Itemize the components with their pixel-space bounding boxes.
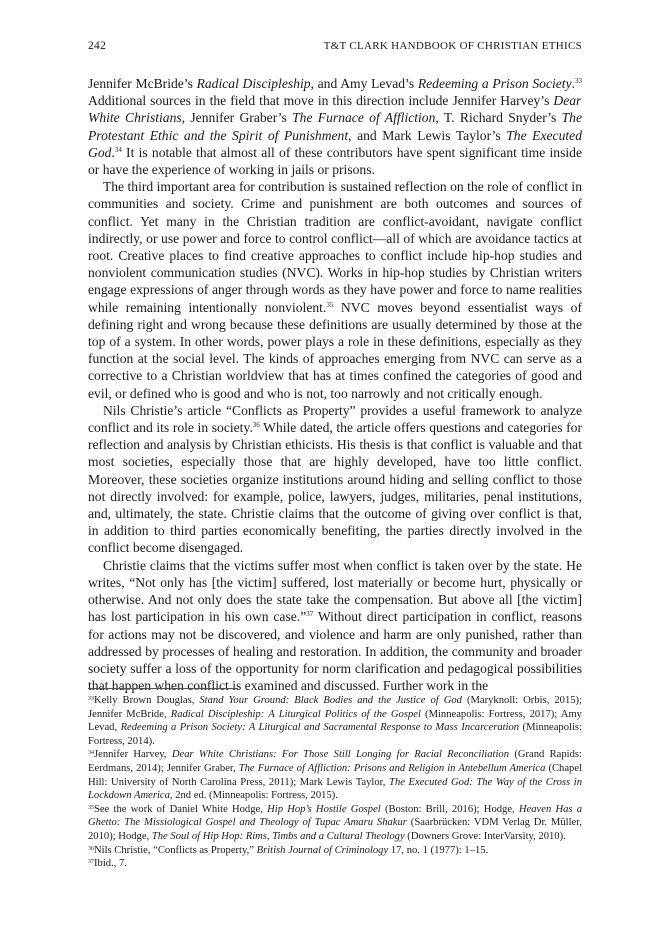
text-run: , and Amy Levad’s [310,76,418,91]
body-text [88,75,582,694]
italic-title: Heaven Has a Ghetto: The Missiological Gospel and Theology of Tupac Amaru Shakur [88,803,583,829]
text-run: , 2nd ed. (Minneapolis: Fortress, 2015). [169,790,338,802]
paragraph [88,557,582,695]
footnote-36 [88,844,582,858]
text-run: Kelly Brown Douglas, [94,695,200,706]
italic-title: The Soul of Hip Hop: Rims, Timbs and a Cultural Theology [151,830,405,842]
italic-title: The Executed God [88,127,582,160]
text-run: , Jennifer Graber’s [181,110,293,126]
text-run: (Minneapolis: Fortress, 2014). [88,722,582,747]
italic-title: The Furnace of Affliction [292,110,436,126]
text-run: . [571,76,576,91]
text-run: It is notable that almost all of these contributors have spent significant time inside or have the experience of working in jails or prisons. [88,144,582,178]
note-reference: 34 [88,750,94,757]
running-title: T&T CLARK HANDBOOK OF CHRISTIAN ETHICS [323,40,582,52]
italic-title: Hip Hop’s Hostile Gospel [267,803,381,815]
italic-title: British Journal of Criminology [256,844,389,856]
text-run: Nils Christie, “Conflicts as Property,” [94,844,257,856]
italic-title: Redeeming a Prison Society [417,76,572,91]
footnote-divider [88,688,238,689]
italic-title: Redeeming a Prison Society: A Liturgical and Sacramental Response to Mass Incarceration [120,722,520,734]
paragraph [88,75,582,178]
text-run: NVC moves beyond essentialist ways of defining right and wrong because these definitions are usually determined by those at the top of a system. In other words, power plays a role in these definitions, especially as they function at the social level. The kinds of approaches emerging from NVC can serve as a corrective to a Christian worldview that has at times confined the categories of good and evil, or defined who is good and who is not, too narrowly and not critically enough. [88,299,583,401]
note-reference: 36 [88,845,94,852]
page-header [88,40,582,52]
text-run: (Chapel Hill: University of North Carolina Press, 2011); Mark Lewis Taylor, [88,762,582,788]
italic-title: Dear White Christians: For Those Still Longing for Racial Reconciliation [171,749,510,761]
footnote-33 [88,694,582,748]
note-reference: 33 [575,77,583,85]
text-run: 17, no. 1 (1977): 1–15. [388,844,489,856]
text-run: . [111,144,115,160]
text-run: (Downers Grove: InterVarsity, 2010). [404,830,566,842]
note-reference: 35 [88,804,94,811]
page-number: 242 [88,40,107,52]
footnote-34 [88,748,582,802]
italic-title: The Furnace of Affliction: Prisons and Religion in Antebellum America [238,762,546,774]
italic-title: Radical Discipleship: A Liturgical Politics of the Gospel [170,708,421,720]
italic-title: Stand Your Ground: Black Bodies and the Justice of God [199,695,462,706]
text-run: (Maryknoll: Orbis, 2015); Jennifer McBride, [88,695,583,720]
text-run: Nils Christie’s article “Conflicts as Property” provides a useful framework to analyze conflict and its role in society. [88,402,582,436]
note-reference: 35 [326,300,334,309]
paragraph [88,178,582,402]
footnotes [88,694,582,871]
text-run: Without direct participation in conflict, reasons for actions may not be discovered, and violence and harm are only punished, rather than addressed by processes of healing and restoration. In addition, the community and broader society suffer a loss of the opportunity for norm clarification and pedagogical possibilities that happen when conflict is examined and discussed. Further work in the [88,609,582,694]
footnote-37 [88,857,582,871]
text-run: The third important area for contribution is sustained reflection on the role of conflict in communities and society. Crime and punishment are both outcomes and sources of conflict. Yet many in the Christian tradition are conflict-avoidant, navigate conflict indirectly, or use power and force to control conflict—all of which are avoidance tactics at root. Creative places to find creative approaches to conflict include hip-hop studies and nonviolent communication studies (NVC). Works in hip-hop studies by Christian writers engage expressions of anger through words as they have power and force to name realities while remaining intentionally nonviolent. [88,179,582,315]
note-reference: 34 [114,145,122,154]
text-run: Additional sources in the field that move in this direction include Jennifer Harvey’s [88,93,554,109]
italic-title: Dear White Christians [88,93,582,126]
italic-title: The Executed God: The Way of the Cross in Lockdown America [88,776,583,802]
text-run: Christie claims that the victims suffer most when conflict is taken over by the state. He writes, “Not only has [the victim] suffered, lost materially or become hurt, physically or otherwise. And not only does the state take the compensation. But above all [the victim] has lost participation in his own case.” [88,557,582,625]
text-run: (Boston: Brill, 2016); Hodge, [380,803,519,815]
text-run: Jennifer McBride’s [88,76,197,91]
text-run: (Saarbrücken: VDM Verlag Dr. Müller, 2010); Hodge, [88,817,582,842]
text-run: While dated, the article offers questions and categories for reflection and analysis by Christian ethicists. His thesis is that conflict is valuable and that most societies, especially those that are highly developed, have too little conflict. Moreover, these societies organize institutions around hiding and selling conflict to those not directly involved: for example, police, lawyers, judges, militaries, penal institutions, and, ultimately, the state. Christie claims that the outcome of giving over conflict is that, in addition to third parties economically benefiting, the parties directly involved in the conflict become disengaged. [88,420,582,556]
text-run: , T. Richard Snyder’s [435,110,562,126]
text-run: , and Mark Lewis Taylor’s [348,127,507,143]
note-reference: 37 [306,610,314,619]
text-run: (Minneapolis: Fortress, 2017); Amy Levad, [88,708,582,734]
text-run: Ibid., 7. [94,858,127,870]
italic-title: Radical Discipleship [196,76,311,91]
text-run: (Grand Rapids: Eerdmans, 2014); Jennifer Graber, [88,749,582,774]
footnote-35 [88,803,582,844]
text-run: See the work of Daniel White Hodge, [94,803,268,815]
italic-title: The Protestant Ethic and the Spirit of Punishment [88,110,582,143]
note-reference: 36 [252,421,260,430]
paragraph [88,402,582,557]
text-run: Jennifer Harvey, [94,749,172,761]
note-reference: 37 [88,859,94,866]
note-reference: 33 [88,696,94,702]
